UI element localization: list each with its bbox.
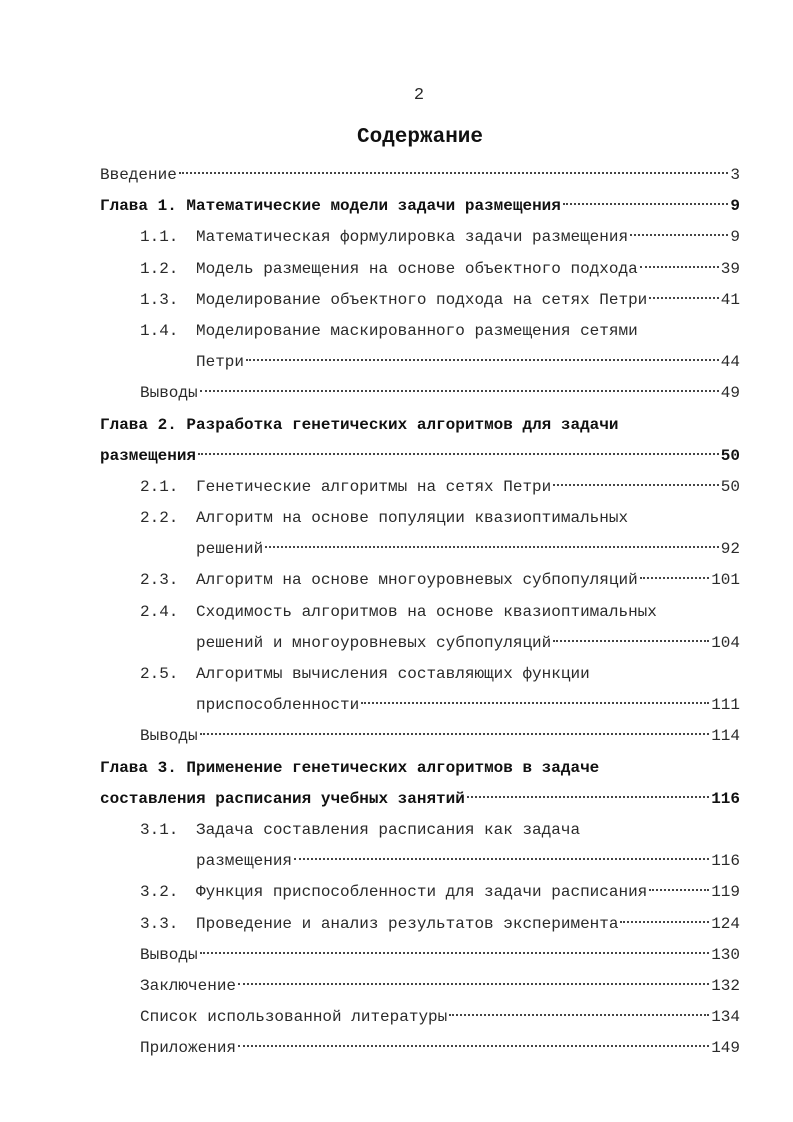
dot-leader — [649, 889, 709, 891]
dot-leader — [198, 453, 719, 455]
toc-entry — [100, 254, 740, 285]
dot-leader — [246, 359, 719, 361]
toc-entry-title: Математическая формулировка задачи размещения — [196, 228, 629, 247]
toc-entry — [100, 940, 740, 971]
toc-entry-page: 44 — [720, 353, 740, 372]
toc-entry-title: Глава 3. Применение генетических алгоритмов в задаче — [100, 758, 600, 777]
toc-entry — [100, 472, 740, 503]
toc-entry-title: Алгоритмы вычисления составляющих функции — [196, 665, 590, 683]
toc-entry-page: 130 — [711, 945, 740, 964]
toc-entry — [100, 846, 740, 877]
toc-entry-title: Заключение — [140, 976, 237, 995]
toc-entry-page: 50 — [720, 446, 740, 465]
toc-entry-page: 50 — [720, 477, 740, 496]
toc-entry-page: 92 — [720, 540, 740, 559]
toc-entry-page: 149 — [711, 1039, 740, 1058]
toc-entry-number: 2.3. — [140, 571, 179, 590]
dot-leader — [361, 702, 709, 704]
toc-entry — [100, 784, 740, 815]
toc-entry — [100, 628, 740, 659]
toc-entry-number: 1.4. — [140, 321, 179, 340]
toc-entry-title: составления расписания учебных занятий — [100, 789, 465, 808]
toc-entry-page: 111 — [711, 696, 740, 715]
toc-entry — [100, 721, 740, 752]
dot-leader — [265, 546, 719, 548]
dot-leader — [449, 1014, 709, 1016]
toc-entry-number: 2.2. — [140, 509, 179, 528]
dot-leader — [294, 858, 709, 860]
toc-entry-title: решений — [196, 540, 264, 559]
toc-entry — [100, 597, 740, 628]
toc-entry-title: приспособленности — [196, 696, 360, 715]
dot-leader — [620, 921, 709, 923]
toc-entry-page: 116 — [711, 852, 740, 871]
toc-entry — [100, 690, 740, 721]
toc-entry-title: Моделирование объектного подхода на сетях Петри — [196, 290, 648, 309]
toc-entry-title: Выводы — [140, 945, 198, 964]
toc-entry-title: Выводы — [140, 384, 198, 403]
toc-entry-page: 41 — [720, 290, 740, 309]
toc-entry — [100, 565, 740, 596]
toc-entry-title: Моделирование маскированного размещения сетями — [196, 321, 638, 340]
toc-entry — [100, 971, 740, 1002]
dot-leader — [179, 172, 729, 174]
dot-leader — [200, 952, 710, 954]
toc-entry — [100, 191, 740, 222]
toc-entry-page: 116 — [711, 789, 740, 808]
toc-entry-title: Проведение и анализ результатов эксперимента — [196, 914, 619, 933]
toc-entry-title: Алгоритм на основе популяции квазиоптимальных — [196, 509, 629, 528]
dot-leader — [640, 577, 710, 579]
toc-entry-title: Выводы — [140, 727, 198, 746]
toc-entry-page: 101 — [711, 571, 740, 590]
toc-entry-number: 1.3. — [140, 290, 179, 309]
toc-entry — [100, 815, 740, 846]
toc-entry — [100, 410, 740, 441]
toc-entry-title: Функция приспособленности для задачи расписания — [196, 883, 648, 902]
toc-entry-title: Приложения — [140, 1039, 237, 1058]
toc-entry — [100, 877, 740, 908]
toc-entry-number: 1.1. — [140, 228, 179, 247]
toc-entry-title: Генетические алгоритмы на сетях Петри — [196, 477, 552, 496]
dot-leader — [238, 1045, 709, 1047]
toc-entry-title: Модель размещения на основе объектного подхода — [196, 259, 638, 278]
toc-entry-title: размещения — [100, 446, 197, 465]
dot-leader — [630, 234, 728, 236]
dot-leader — [649, 297, 719, 299]
toc-entry — [100, 347, 740, 378]
toc-entry — [100, 160, 740, 191]
page-title: Содержание — [356, 126, 484, 149]
toc-entry — [100, 1002, 740, 1033]
toc-entry-page: 39 — [720, 259, 740, 278]
toc-entry — [100, 534, 740, 565]
toc-entry-title: решений и многоуровневых субпопуляций — [196, 633, 552, 652]
dot-leader — [200, 390, 719, 392]
toc-entry-title: Алгоритм на основе многоуровневых субпопуляций — [196, 571, 638, 590]
toc-entry — [100, 316, 740, 347]
toc-entry-number: 2.5. — [140, 665, 179, 683]
toc-entry-number: 2.1. — [140, 477, 179, 496]
toc-entry-page: 104 — [711, 633, 740, 652]
toc-entry-title: Сходимость алгоритмов на основе квазиоптимальных — [196, 602, 657, 621]
toc-entry — [100, 909, 740, 940]
toc-entry-title: Глава 1. Математические модели задачи размещения — [100, 197, 561, 216]
toc-entry — [100, 503, 740, 534]
toc-entry-page: 49 — [720, 384, 740, 403]
toc-entry — [100, 1033, 740, 1064]
toc-entry — [100, 659, 740, 690]
toc-entry-page: 134 — [711, 1008, 740, 1027]
dot-leader — [467, 796, 709, 798]
dot-leader — [640, 266, 719, 268]
toc-entry-number: 1.2. — [140, 259, 179, 278]
toc-entry-title: Петри — [196, 353, 245, 372]
table-of-contents — [100, 160, 740, 1064]
toc-entry-title: Введение — [100, 166, 177, 184]
toc-entry-page: 9 — [730, 228, 740, 247]
dot-leader — [553, 484, 719, 486]
toc-entry-page: 119 — [711, 883, 740, 902]
toc-entry-number: 3.3. — [140, 914, 179, 933]
toc-entry-title: размещения — [196, 852, 293, 871]
toc-entry-page: 114 — [711, 727, 740, 746]
dot-leader — [563, 203, 729, 205]
dot-leader — [238, 983, 709, 985]
toc-entry — [100, 753, 740, 784]
toc-entry-page: 3 — [730, 166, 740, 184]
toc-entry-number: 2.4. — [140, 602, 179, 621]
toc-entry-number: 3.2. — [140, 883, 179, 902]
toc-entry-number: 3.1. — [140, 820, 179, 839]
toc-entry — [100, 222, 740, 253]
toc-entry — [100, 285, 740, 316]
dot-leader — [200, 733, 710, 735]
toc-entry-title: Задача составления расписания как задача — [196, 820, 581, 839]
toc-entry — [100, 378, 740, 409]
toc-entry-page: 132 — [711, 976, 740, 995]
toc-entry-page: 124 — [711, 914, 740, 933]
toc-entry — [100, 441, 740, 472]
toc-entry-title: Список использованной литературы — [140, 1008, 448, 1027]
toc-entry-title: Глава 2. Разработка генетических алгоритмов для задачи — [100, 415, 619, 434]
page-number: 2 — [413, 86, 425, 105]
dot-leader — [553, 640, 709, 642]
toc-entry-page: 9 — [730, 197, 740, 216]
